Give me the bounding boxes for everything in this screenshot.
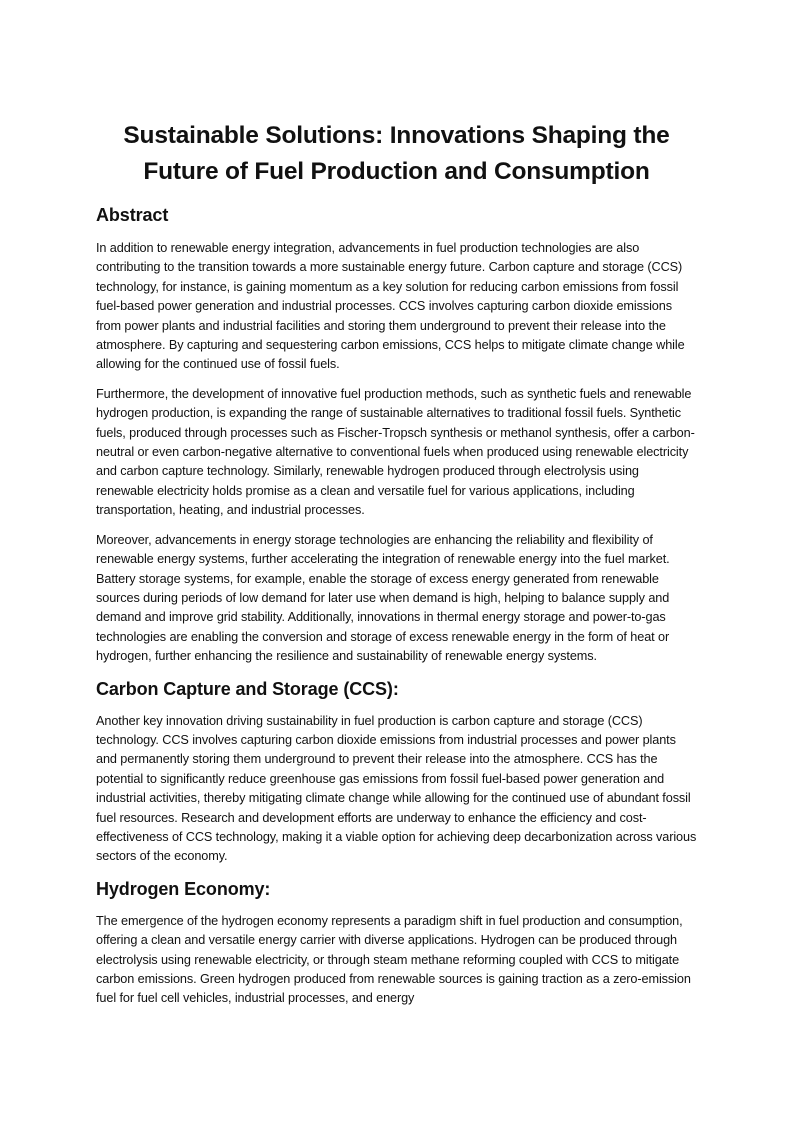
abstract-paragraph-1: In addition to renewable energy integration, advancements in fuel production technologies are also contributing to the transition towards a more sustainable energy future. Carbon capture and storage (CCS) technology, for instance, is gaining momentum as a key solution for reducing carbon emissions from fossil fuel-based power generation and industrial processes. CCS involves capturing carbon dioxide emissions from power plants and industrial facilities and storing them underground to prevent their release into the atmosphere. By capturing and sequestering carbon emissions, CCS helps to mitigate climate change while allowing for the continued use of fossil fuels. — [96, 241, 685, 372]
document-title: Sustainable Solutions: Innovations Shaping the Future of Fuel Production and Consumption — [123, 122, 670, 185]
abstract-paragraph-2: Furthermore, the development of innovative fuel production methods, such as synthetic fuels and renewable hydrogen production, is expanding the range of sustainable alternatives to traditional fossil fuels. Synthetic fuels, produced through processes such as Fischer-Tropsch synthesis or methanol synthesis, offer a carbon-neutral or even carbon-negative alternative to conventional fuels when produced using renewable electricity and carbon capture technology. Similarly, renewable hydrogen produced through electrolysis using renewable electricity holds promise as a clean and versatile fuel for various applications, including transportation, heating, and industrial processes. — [96, 386, 695, 518]
abstract-heading: Abstract — [96, 205, 169, 225]
hydrogen-paragraph: The emergence of the hydrogen economy represents a paradigm shift in fuel production and consumption, offering a clean and versatile energy carrier with diverse applications. Hydrogen can be produced through electrolysis using renewable electricity, or through steam methane reforming coupled with CCS to mitigate carbon emissions. Green hydrogen produced from renewable sources is gaining traction as a zero-emission fuel for fuel cell vehicles, industrial processes, and energy — [96, 913, 691, 1006]
ccs-heading: Carbon Capture and Storage (CCS): — [96, 678, 399, 699]
ccs-section — [96, 677, 697, 867]
hydrogen-section — [96, 877, 697, 1009]
hydrogen-heading: Hydrogen Economy: — [96, 878, 271, 899]
ccs-paragraph: Another key innovation driving sustainability in fuel production is carbon capture and storage (CCS) technology. CCS involves capturing carbon dioxide emissions from industrial processes and power plants and permanently storing them underground to prevent their release into the atmosphere. CCS has the potential to significantly reduce greenhouse gas emissions from fossil fuel-based power generation and industrial activities, thereby mitigating climate change while allowing for the continued use of abundant fossil fuel resources. Research and development efforts are underway to enhance the efficiency and cost-effectiveness of CCS technology, making it a viable option for achieving deep decarbonization across various sectors of the economy. — [96, 713, 697, 864]
abstract-section — [96, 203, 697, 667]
abstract-paragraph-3: Moreover, advancements in energy storage technologies are enhancing the reliability and flexibility of renewable energy systems, further accelerating the integration of renewable energy into the fuel market. Battery storage systems, for example, enable the storage of excess energy generated from renewable sources during periods of low demand for later use when demand is high, helping to balance supply and demand and improve grid stability. Additionally, innovations in thermal energy storage and power-to-gas technologies are enabling the conversion and storage of excess renewable energy in the form of heat or hydrogen, further enhancing the resilience and sustainability of renewable energy systems. — [96, 532, 670, 664]
document-page — [96, 118, 697, 1019]
